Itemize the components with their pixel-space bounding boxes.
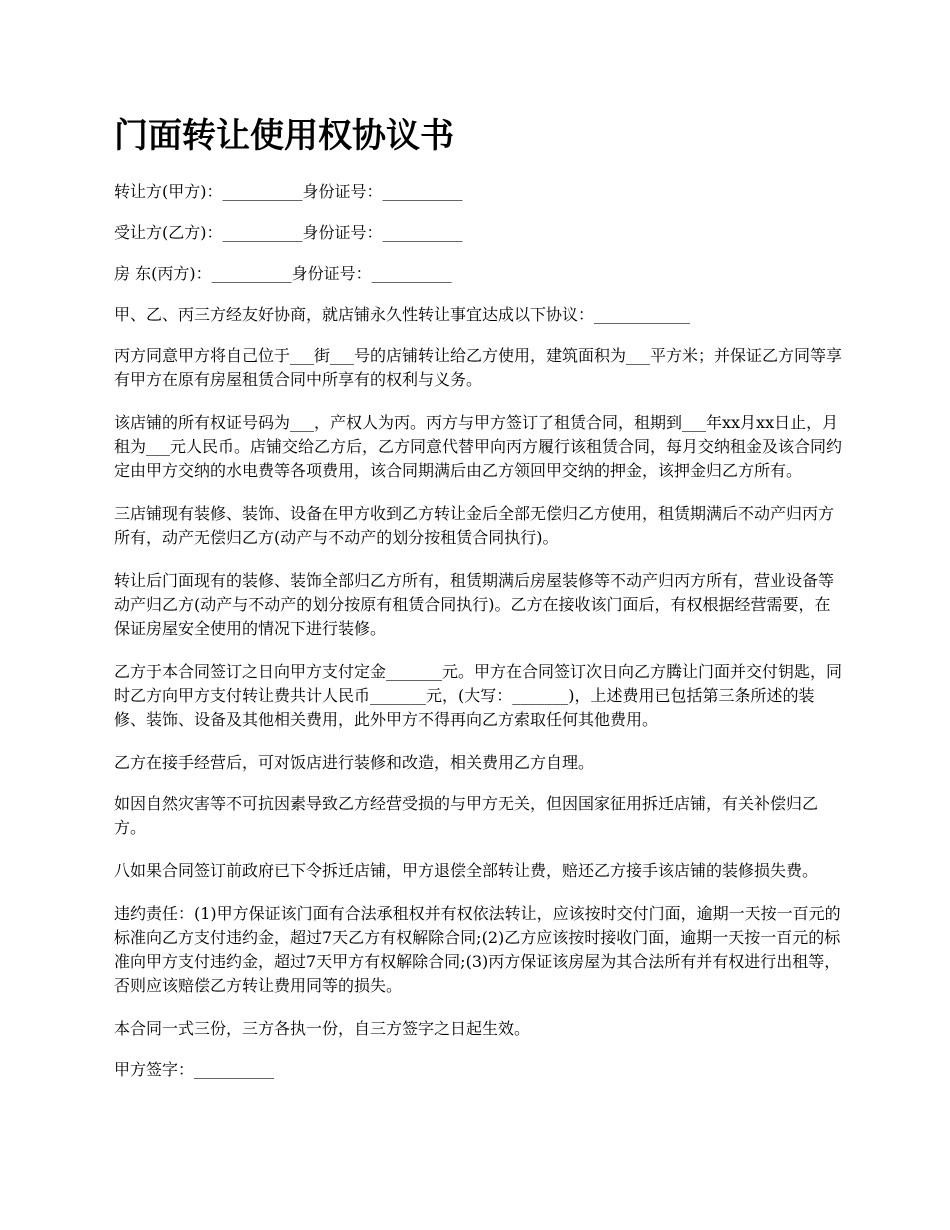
document-body bbox=[114, 180, 844, 1099]
clause-transfer-location: 丙方同意甲方将自己位于___街___号的店铺转让给乙方使用，建筑面积为___平方米；并保证乙方同等享有甲方在原有房屋租赁合同中所享有的权利与义务。 bbox=[114, 346, 843, 389]
clause-demolition: 八如果合同签订前政府已下令拆迁店铺，甲方退偿全部转让费，赔还乙方接手该店铺的装修损失费。 bbox=[114, 861, 819, 880]
party-a-line: 转让方(甲方)：__________身份证号：__________ bbox=[114, 182, 463, 201]
agreement-intro: 甲、乙、丙三方经友好协商，就店铺永久性转让事宜达成以下协议：____________ bbox=[114, 305, 691, 324]
party-b-line: 受让方(乙方)：__________身份证号：__________ bbox=[114, 223, 463, 242]
clause-operation: 乙方在接手经营后，可对饭店进行装修和改造，相关费用乙方自理。 bbox=[114, 753, 595, 772]
clause-ownership-lease: 该店铺的所有权证号码为___，产权人为丙。丙方与甲方签订了租赁合同，租期到___年xx月xx日止，月租为___元人民币。店铺交给乙方后，乙方同意代替甲向丙方履行该租赁合同，每月交纳租金及该合同约定由甲方交纳的水电费等各项费用，该合同期满后由乙方领回甲交纳的押金，该押金归乙方所有。 bbox=[114, 413, 843, 480]
clause-force-majeure: 如因自然灾害等不可抗因素导致乙方经营受损的与甲方无关，但因国家征用拆迁店铺，有关补偿归乙方。 bbox=[114, 794, 819, 837]
clause-fixtures: 三店铺现有装修、装饰、设备在甲方收到乙方转让金后全部无偿归乙方使用，租赁期满后不动产归丙方所有，动产无偿归乙方(动产与不动产的划分按租赁合同执行)。 bbox=[114, 504, 835, 547]
clause-breach: 违约责任：(1)甲方保证该门面有合法承租权并有权依法转让，应该按时交付门面，逾期一天按一百元的标准向乙方支付违约金，超过7天乙方有权解除合同;(2)乙方应该按时接收门面，逾期一天按一百元的标准向甲方支付违约金，超过7天甲方有权解除合同;(3)丙方保证该房屋为其合法所有并有权进行出租等，否则应该赔偿乙方转让费用同等的损失。 bbox=[114, 904, 841, 995]
clause-renovation: 转让后门面现有的装修、装饰全部归乙方所有，租赁期满后房屋装修等不动产归丙方所有，营业设备等动产归乙方(动产与不动产的划分按原有租赁合同执行)。乙方在接收该门面后，有权根据经营需要，在保证房屋安全使用的情况下进行装修。 bbox=[114, 571, 835, 638]
signature-party-a: 甲方签字：__________ bbox=[114, 1060, 275, 1079]
clause-effect: 本合同一式三份，三方各执一份，自三方签字之日起生效。 bbox=[114, 1019, 531, 1038]
party-c-line: 房 东(丙方)：__________身份证号：__________ bbox=[114, 264, 452, 283]
document-title: 门面转让使用权协议书 bbox=[114, 116, 454, 156]
clause-payment: 乙方于本合同签订之日向甲方支付定金_______元。甲方在合同签订次日向乙方腾让门面并交付钥匙，同时乙方向甲方支付转让费共计人民币_______元，(大写：_______)，上述费用已包括第三条所述的装修、装饰、设备及其他相关费用，此外甲方不得再向乙方索取任何其他费用。 bbox=[114, 662, 843, 729]
